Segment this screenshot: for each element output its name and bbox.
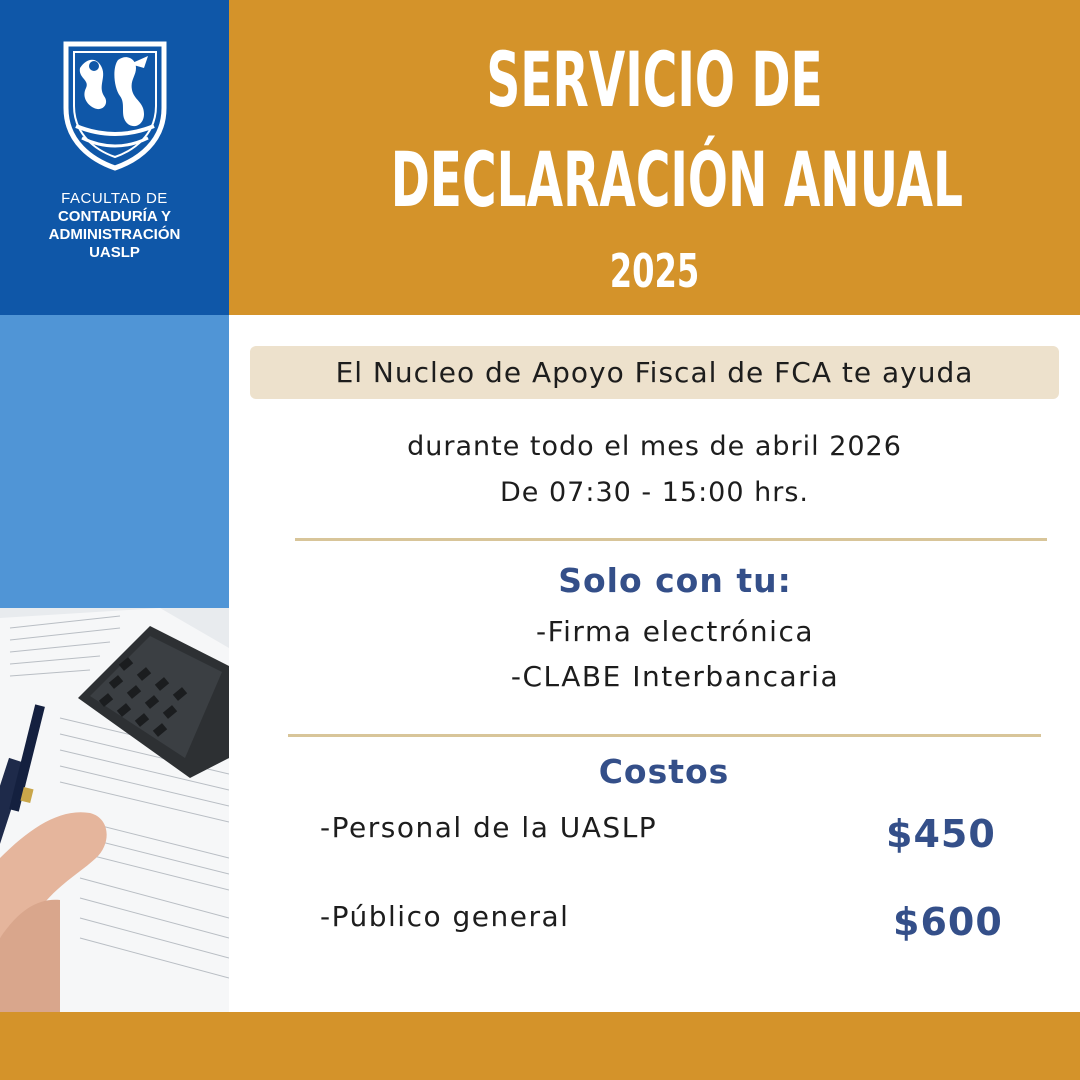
schedule-dates: durante todo el mes de abril 2026 bbox=[407, 431, 902, 462]
faculty-name bbox=[0, 190, 229, 262]
calculator-photo-illustration bbox=[0, 608, 229, 1012]
intro-banner: El Nucleo de Apoyo Fiscal de FCA te ayuda bbox=[250, 346, 1059, 399]
requirement-item: -CLABE Interbancaria bbox=[510, 660, 840, 693]
cost-label-public: -Público general bbox=[320, 900, 570, 933]
cost-price-public: $600 bbox=[893, 900, 1003, 944]
faculty-name-line-4: UASLP bbox=[89, 244, 140, 261]
schedule-hours: De 07:30 - 15:00 hrs. bbox=[500, 477, 809, 508]
faculty-name-line-1: FACULTAD DE bbox=[61, 190, 168, 207]
divider-2 bbox=[288, 734, 1041, 737]
title-line-1: SERVICIO DE bbox=[486, 35, 823, 124]
side-color-block bbox=[0, 315, 229, 608]
requirements-heading: Solo con tu: bbox=[558, 561, 792, 600]
cost-price-staff: $450 bbox=[886, 812, 996, 856]
faculty-name-line-2: CONTADURÍA Y bbox=[57, 208, 172, 225]
logo-panel bbox=[0, 0, 229, 315]
faculty-name-line-3: ADMINISTRACIÓN bbox=[48, 226, 181, 243]
university-crest-icon bbox=[60, 38, 170, 172]
divider-1 bbox=[295, 538, 1047, 541]
costs-heading: Costos bbox=[598, 752, 730, 791]
cost-label-staff: -Personal de la UASLP bbox=[320, 811, 658, 844]
footer-band bbox=[0, 1012, 1080, 1080]
calculator-photo bbox=[0, 608, 229, 1012]
requirement-item: -Firma electrónica bbox=[535, 615, 814, 648]
title-line-2: DECLARACIÓN ANUAL bbox=[390, 135, 964, 224]
title-year: 2025 bbox=[609, 244, 700, 298]
